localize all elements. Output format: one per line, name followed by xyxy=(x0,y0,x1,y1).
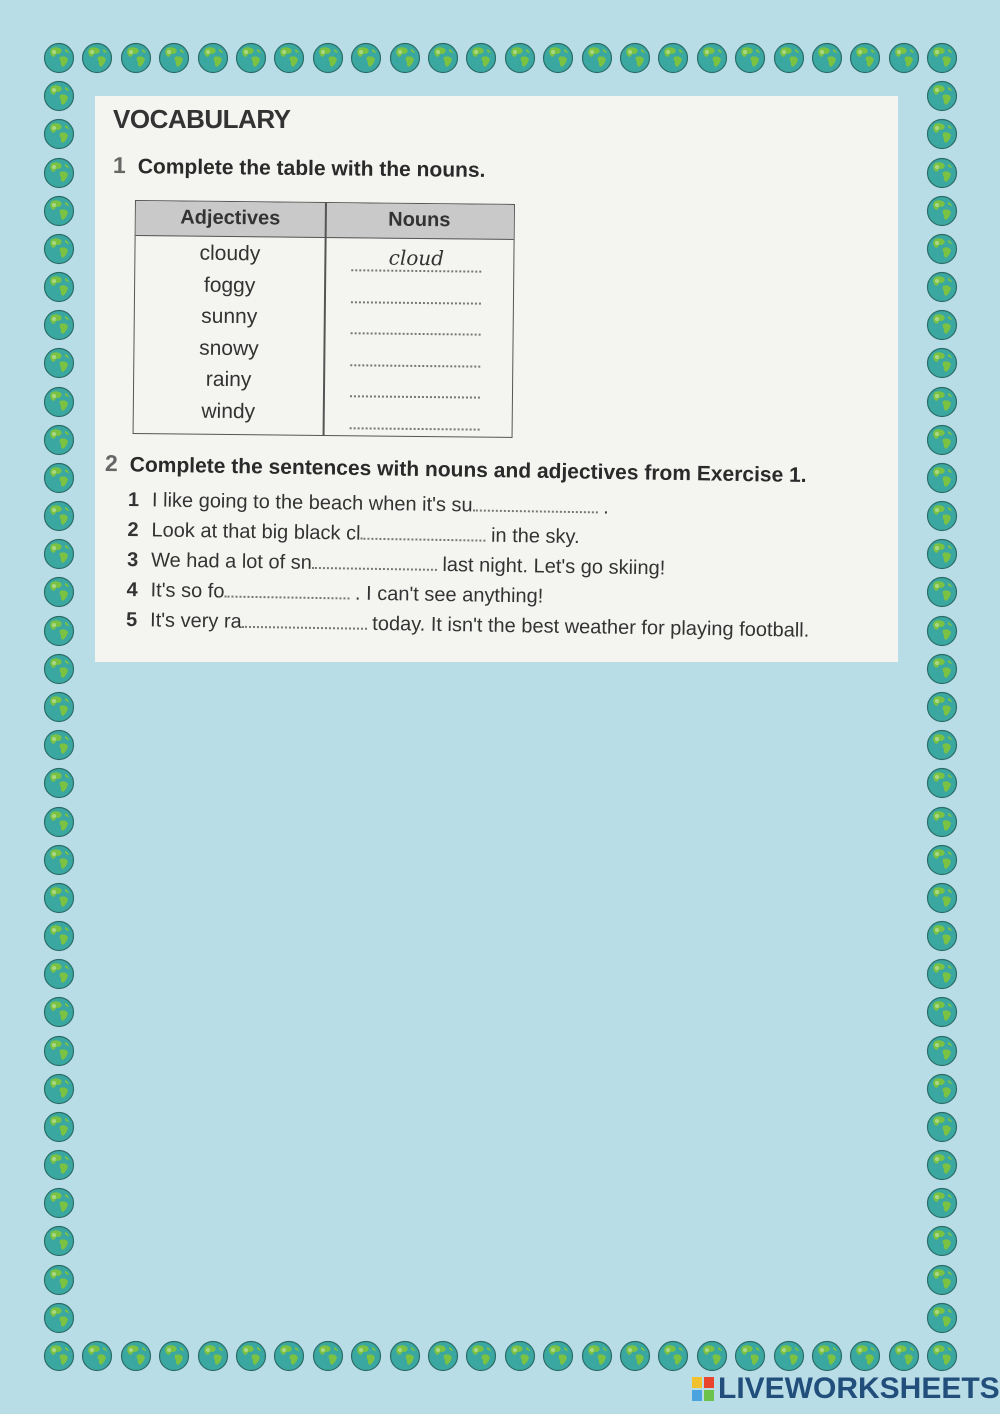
adjective-cell: windy xyxy=(201,399,256,423)
globe-icon xyxy=(696,1340,728,1372)
globe-icon xyxy=(43,691,75,723)
adjective-cell: foggy xyxy=(203,273,256,297)
globe-icon xyxy=(926,195,958,227)
globe-icon xyxy=(926,1111,958,1143)
adjective-cell: sunny xyxy=(201,304,258,329)
globe-icon xyxy=(926,920,958,952)
sentence-start: It's so fo xyxy=(150,579,225,603)
globe-icon xyxy=(926,347,958,379)
globe-icon xyxy=(811,1340,843,1372)
sentence-list xyxy=(126,488,888,650)
answer-blank[interactable] xyxy=(224,580,349,600)
globe-icon xyxy=(657,42,689,74)
adjective-cell: cloudy xyxy=(199,241,261,266)
globe-icon xyxy=(43,996,75,1028)
globe-icon xyxy=(926,424,958,456)
table-row xyxy=(135,273,513,309)
logo-text: LIVEWORKSHEETS xyxy=(718,1372,1000,1405)
globe-icon xyxy=(43,1225,75,1257)
globe-icon xyxy=(350,1340,382,1372)
globe-icon xyxy=(43,309,75,341)
globe-icon xyxy=(43,462,75,494)
adjectives-header: Adjectives xyxy=(180,206,281,230)
globe-icon xyxy=(926,1149,958,1181)
sentence-number: 4 xyxy=(126,578,138,602)
sentence-start: It's very ra xyxy=(149,609,242,633)
globe-icon xyxy=(849,1340,881,1372)
globe-icon xyxy=(926,806,958,838)
table-row xyxy=(135,241,513,277)
table-row xyxy=(134,367,512,403)
globe-icon xyxy=(465,42,497,74)
globe-icon xyxy=(926,118,958,150)
globe-icon xyxy=(581,42,613,74)
globe-icon xyxy=(43,1302,75,1334)
noun-answer-field[interactable] xyxy=(351,310,481,335)
globe-icon xyxy=(734,1340,766,1372)
globe-icon xyxy=(888,42,920,74)
globe-icon xyxy=(120,1340,152,1372)
globe-icon xyxy=(43,1340,75,1372)
sentence-start: We had a lot of sn xyxy=(150,549,313,574)
globe-icon xyxy=(926,538,958,570)
exercise-2-number: 2 xyxy=(104,450,119,477)
globe-icon xyxy=(43,1264,75,1296)
adjective-cell: rainy xyxy=(205,367,252,392)
globe-icon xyxy=(43,1073,75,1105)
noun-answer-field[interactable]: cloud xyxy=(351,247,481,272)
globe-icon xyxy=(81,1340,113,1372)
globe-icon xyxy=(504,42,536,74)
exercise-2-instruction xyxy=(105,450,807,488)
globe-icon xyxy=(43,500,75,532)
exercise-1-number: 1 xyxy=(112,152,126,179)
globe-icon xyxy=(811,42,843,74)
globe-icon xyxy=(197,42,229,74)
globe-icon xyxy=(926,271,958,303)
globe-icon xyxy=(542,1340,574,1372)
globe-icon xyxy=(43,118,75,150)
globe-icon xyxy=(504,1340,536,1372)
globe-icon xyxy=(581,1340,613,1372)
globe-icon xyxy=(619,42,651,74)
globe-icon xyxy=(197,1340,229,1372)
globe-icon xyxy=(926,729,958,761)
globe-icon xyxy=(926,1340,958,1372)
sentence-number: 5 xyxy=(125,608,138,632)
globe-icon xyxy=(926,844,958,876)
sentence-end: in the sky. xyxy=(490,524,580,549)
sentence-end: . xyxy=(603,496,609,519)
globe-icon xyxy=(926,462,958,494)
adjective-cell: snowy xyxy=(199,336,259,360)
worksheet-scan xyxy=(95,96,898,662)
globe-icon xyxy=(926,882,958,914)
globe-icon xyxy=(926,1035,958,1067)
globe-icon xyxy=(43,729,75,761)
exercise-2-text: Complete the sentences with nouns and adjectives from Exercise 1. xyxy=(129,453,807,488)
globe-icon xyxy=(926,1225,958,1257)
globe-icon xyxy=(926,1302,958,1334)
globe-icon xyxy=(43,806,75,838)
globe-icon xyxy=(235,42,267,74)
sentence-end: last night. Let's go skiing! xyxy=(442,553,666,580)
globe-icon xyxy=(427,42,459,74)
globe-icon xyxy=(43,1187,75,1219)
globe-icon xyxy=(926,996,958,1028)
globe-icon xyxy=(657,1340,689,1372)
globe-icon xyxy=(43,1035,75,1067)
globe-icon xyxy=(312,1340,344,1372)
globe-icon xyxy=(43,882,75,914)
globe-icon xyxy=(273,1340,305,1372)
globe-icon xyxy=(542,42,574,74)
globe-icon xyxy=(888,1340,920,1372)
globe-icon xyxy=(849,42,881,74)
globe-icon xyxy=(926,157,958,189)
globe-icon xyxy=(43,767,75,799)
globe-icon xyxy=(926,958,958,990)
globe-icon xyxy=(43,615,75,647)
liveworksheets-logo-icon xyxy=(692,1377,714,1401)
globe-icon xyxy=(926,1073,958,1105)
globe-icon xyxy=(926,42,958,74)
globe-icon xyxy=(43,233,75,265)
sentence-end: today. It isn't the best weather for playing football. xyxy=(372,612,810,642)
globe-icon xyxy=(926,1187,958,1219)
globe-icon xyxy=(389,42,421,74)
sentence-start: Look at that big black cl xyxy=(151,519,361,545)
exercise-1-text: Complete the table with the nouns. xyxy=(137,155,486,182)
globe-icon xyxy=(43,920,75,952)
globe-icon xyxy=(43,1111,75,1143)
noun-answer-field[interactable] xyxy=(350,342,480,367)
globe-icon xyxy=(926,1264,958,1296)
nouns-header: Nouns xyxy=(388,208,451,232)
globe-icon xyxy=(43,386,75,418)
globe-icon xyxy=(43,844,75,876)
globe-icon xyxy=(926,80,958,112)
globe-icon xyxy=(619,1340,651,1372)
globe-icon xyxy=(926,233,958,265)
globe-icon xyxy=(773,1340,805,1372)
globe-icon xyxy=(120,42,152,74)
globe-icon xyxy=(43,195,75,227)
globe-icon xyxy=(926,767,958,799)
sentence-number: 3 xyxy=(126,549,139,572)
globe-icon xyxy=(43,424,75,456)
globe-icon xyxy=(926,653,958,685)
table-row xyxy=(135,304,513,340)
globe-icon xyxy=(158,1340,190,1372)
globe-icon xyxy=(389,1340,421,1372)
globe-icon xyxy=(43,576,75,608)
vocabulary-table xyxy=(133,200,515,438)
globe-icon xyxy=(43,271,75,303)
globe-icon xyxy=(312,42,344,74)
noun-answer-field[interactable] xyxy=(350,373,480,398)
globe-icon xyxy=(773,42,805,74)
sentence-end: . I can't see anything! xyxy=(354,582,544,608)
globe-icon xyxy=(235,1340,267,1372)
answer-blank[interactable] xyxy=(312,551,437,571)
globe-icon xyxy=(350,42,382,74)
globe-icon xyxy=(926,691,958,723)
page-title: VOCABULARY xyxy=(113,104,291,134)
globe-icon xyxy=(696,42,728,74)
globe-icon xyxy=(273,42,305,74)
globe-icon xyxy=(43,653,75,685)
answer-blank[interactable] xyxy=(360,522,485,542)
globe-icon xyxy=(926,386,958,418)
answer-blank[interactable] xyxy=(473,493,598,513)
exercise-1-instruction xyxy=(113,152,486,183)
globe-icon xyxy=(926,309,958,341)
answer-blank[interactable] xyxy=(242,610,367,630)
globe-icon xyxy=(43,958,75,990)
globe-icon xyxy=(926,576,958,608)
globe-icon xyxy=(43,538,75,570)
liveworksheets-logo xyxy=(692,1372,1000,1406)
table-row xyxy=(134,336,512,372)
globe-icon xyxy=(43,347,75,379)
globe-icon xyxy=(81,42,113,74)
globe-icon xyxy=(43,1149,75,1181)
globe-icon xyxy=(43,80,75,112)
globe-icon xyxy=(43,42,75,74)
sentence-start: I like going to the beach when it's su xyxy=(151,489,473,517)
globe-icon xyxy=(465,1340,497,1372)
globe-icon xyxy=(427,1340,459,1372)
sentence-number: 2 xyxy=(127,519,139,542)
globe-icon xyxy=(158,42,190,74)
noun-answer-field[interactable] xyxy=(351,279,481,304)
table-row xyxy=(134,398,512,434)
globe-icon xyxy=(926,500,958,532)
sentence-number: 1 xyxy=(127,489,140,512)
noun-answer-field[interactable] xyxy=(350,405,480,430)
globe-icon xyxy=(926,615,958,647)
globe-icon xyxy=(43,157,75,189)
globe-icon xyxy=(734,42,766,74)
